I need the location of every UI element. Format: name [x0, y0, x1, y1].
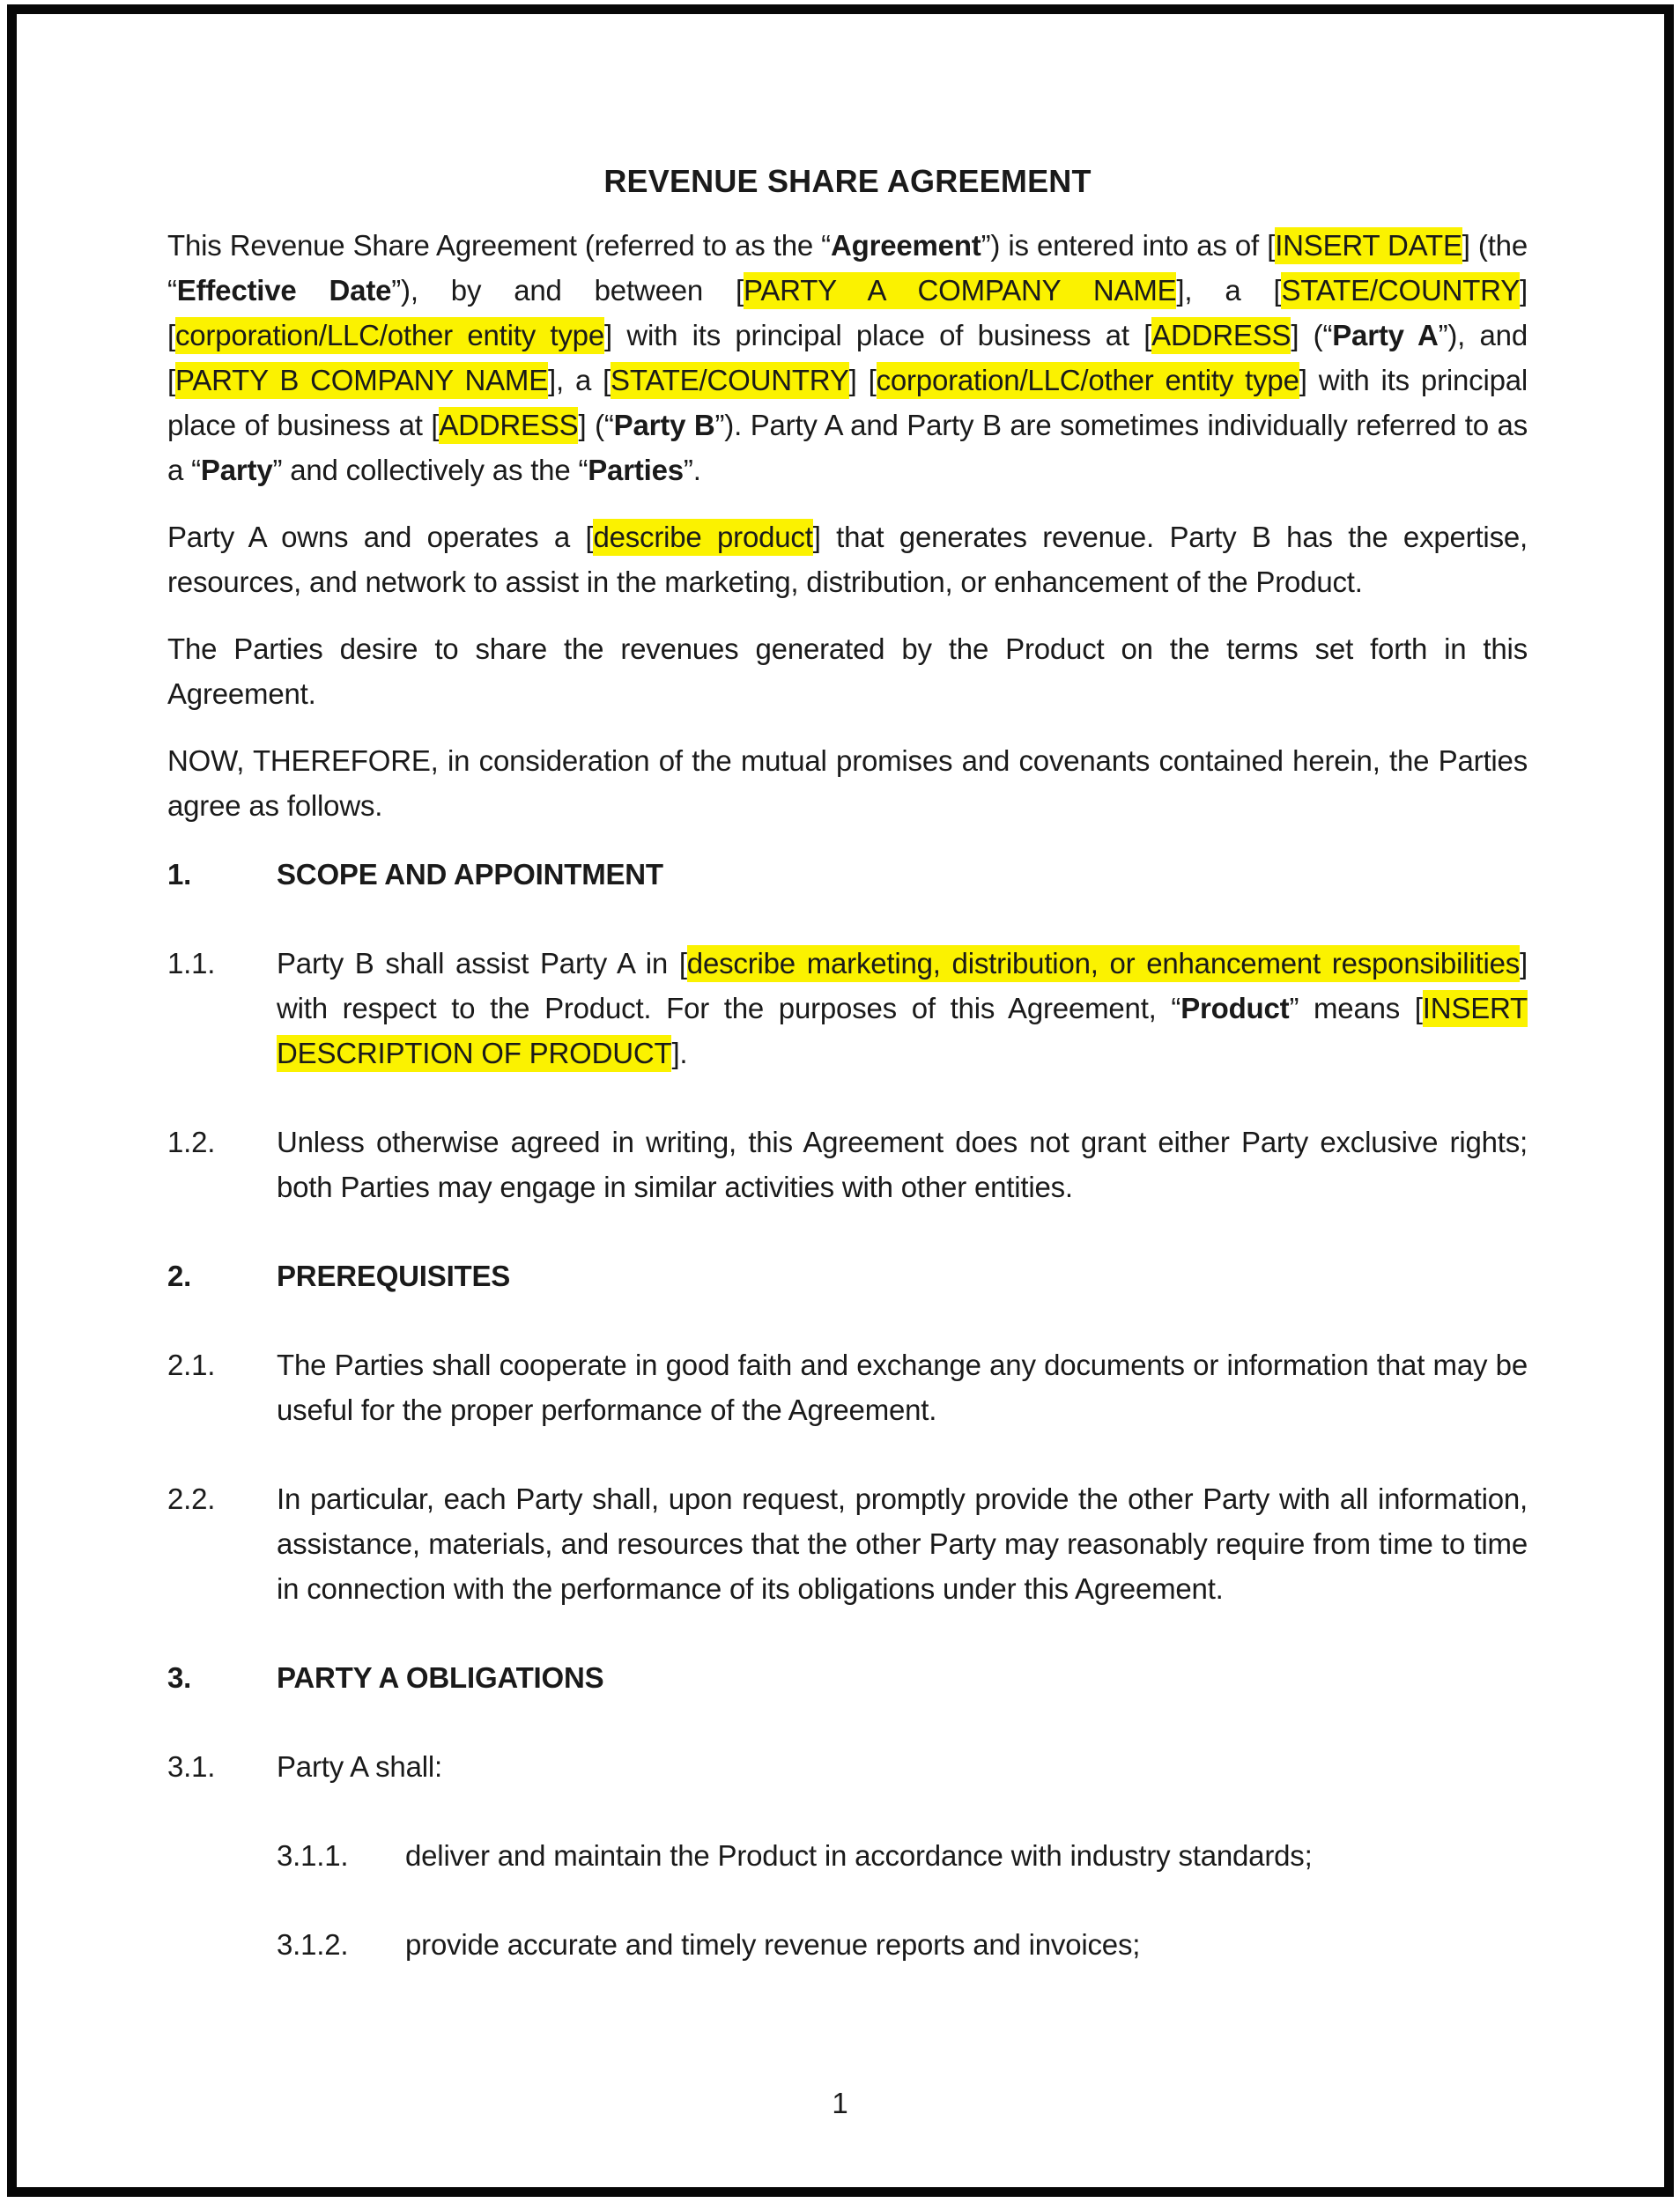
- section-heading-label: PREREQUISITES: [277, 1260, 511, 1292]
- page-number: 1: [832, 2087, 848, 2119]
- intro-paragraphs: [167, 223, 1528, 828]
- section-heading-label: SCOPE AND APPOINTMENT: [277, 858, 663, 891]
- clause-item: [167, 1476, 1528, 1611]
- highlighted-placeholder: corporation/LLC/other entity type: [175, 317, 604, 354]
- highlighted-placeholder: corporation/LLC/other entity type: [877, 362, 1299, 399]
- clause-item: [167, 1120, 1528, 1209]
- sub-clause-number: 3.1.2.: [277, 1928, 349, 1961]
- sub-clause-number: 3.1.1.: [277, 1839, 349, 1872]
- clause-text: Unless otherwise agreed in writing, this Agreement does not grant either Party exclusive rights; both Parties may engage in similar activities with other entities.: [277, 1126, 1528, 1203]
- highlighted-placeholder: PARTY A COMPANY NAME: [744, 272, 1176, 309]
- highlighted-placeholder: STATE/COUNTRY: [1281, 272, 1520, 309]
- clause-number: 3.1.: [167, 1750, 216, 1783]
- clause-number: 2.1.: [167, 1349, 216, 1381]
- highlighted-placeholder: INSERT DATE: [1275, 227, 1462, 264]
- highlighted-placeholder: ADDRESS: [439, 407, 578, 444]
- highlighted-placeholder: INSERT DESCRIPTION OF PRODUCT: [277, 990, 1528, 1072]
- sub-clause-text: provide accurate and timely revenue reports and invoices;: [405, 1928, 1141, 1961]
- sections: [167, 852, 1528, 1967]
- clause-text: In particular, each Party shall, upon request, promptly provide the other Party with all information, assistance, materials, and resources that the other Party may reasonably require from time to time in connection with the performance of its obligations under this Agreement.: [277, 1482, 1528, 1605]
- paragraph: The Parties desire to share the revenues generated by the Product on the terms set forth in this Agreement.: [167, 632, 1528, 710]
- clause-item: [167, 941, 1528, 1076]
- paragraph: This Revenue Share Agreement (referred to as the “Agreement”) is entered into as of [INSERT DATE] (the “Effective Date”), by and between [PARTY A COMPANY NAME], a [STATE/COUNTRY] [corporation/LLC/other entity type] with its principal place of business at [ADDRESS] (“Party A”), and [PARTY B COMPANY NAME], a [STATE/COUNTRY] [corporation/LLC/other entity type] with its principal place of business at [ADDRESS] (“Party B”). Party A and Party B are sometimes individually referred to as a “Party” and collectively as the “Parties”.: [167, 229, 1528, 486]
- highlighted-placeholder: PARTY B COMPANY NAME: [175, 362, 548, 399]
- sub-clause-item: [277, 1922, 1528, 1967]
- highlighted-placeholder: STATE/COUNTRY: [611, 362, 849, 399]
- page-title: REVENUE SHARE AGREEMENT: [603, 163, 1092, 199]
- clause-number: 1.1.: [167, 947, 216, 980]
- clause-text: The Parties shall cooperate in good faith and exchange any documents or information that may be useful for the proper performance of the Agreement.: [277, 1349, 1528, 1426]
- section-number: 3.: [167, 1661, 192, 1694]
- clause-number: 2.2.: [167, 1482, 216, 1515]
- clause-text: Party B shall assist Party A in [describe marketing, distribution, or enhancement responsibilities] with respect to the Product. For the purposes of this Agreement, “Product” means [INSERT DESCRIPTION OF PRODUCT].: [277, 941, 1528, 1076]
- paragraph: NOW, THEREFORE, in consideration of the mutual promises and covenants contained herein, the Parties agree as follows.: [167, 744, 1528, 822]
- section-heading: [167, 1655, 1528, 1700]
- section-heading-label: PARTY A OBLIGATIONS: [277, 1661, 604, 1694]
- section-heading: [167, 1253, 1528, 1298]
- highlighted-placeholder: describe marketing, distribution, or enhancement responsibilities: [687, 945, 1520, 982]
- highlighted-placeholder: describe product: [593, 519, 812, 556]
- clause-text: Party A shall:: [277, 1750, 442, 1783]
- section-number: 1.: [167, 858, 192, 891]
- clause-number: 1.2.: [167, 1126, 216, 1158]
- section-number: 2.: [167, 1260, 192, 1292]
- highlighted-placeholder: ADDRESS: [1151, 317, 1291, 354]
- clause-item: [167, 1744, 1528, 1789]
- clause-item: [167, 1342, 1528, 1432]
- sub-clause-text: deliver and maintain the Product in accordance with industry standards;: [405, 1839, 1313, 1872]
- sub-clause-item: [277, 1833, 1528, 1878]
- section-heading: [167, 852, 1528, 897]
- paragraph: Party A owns and operates a [describe product] that generates revenue. Party B has the expertise, resources, and network to assist in the marketing, distribution, or enhancement of the Product.: [167, 521, 1528, 598]
